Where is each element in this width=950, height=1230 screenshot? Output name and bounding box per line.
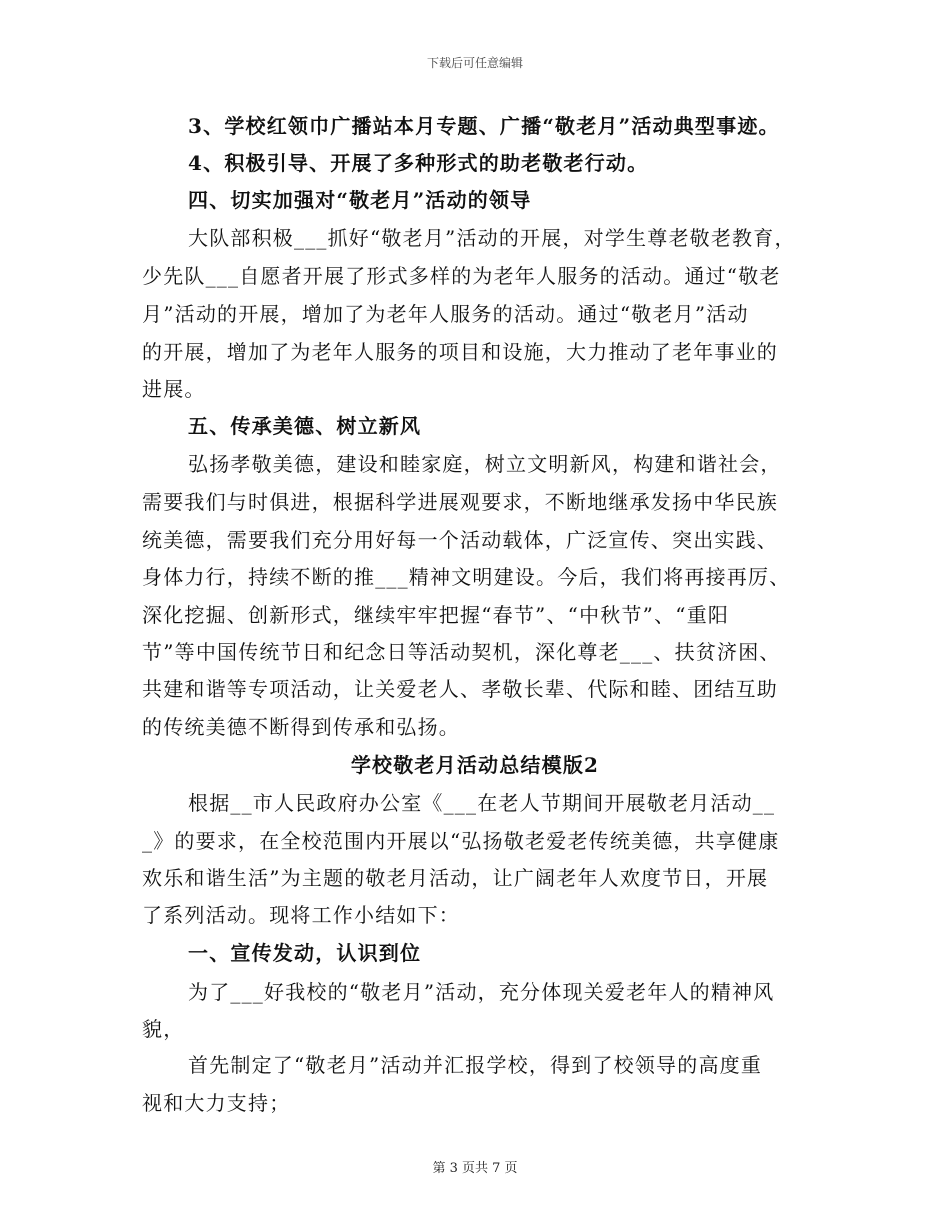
paragraph-line: 了系列活动。现将工作小结如下： [142, 903, 460, 927]
list-item-3: 3、学校红领巾广播站本月专题、广播“敬老月”活动典型事迹。 [188, 114, 780, 138]
paragraph-line: 身体力行，持续不断的推___精神文明建设。今后，我们将再接再厉、 [142, 565, 791, 589]
list-item-4: 4、积极引导、开展了多种形式的助老敬老行动。 [188, 151, 649, 175]
page-footer: 第 3 页共 7 页 [432, 1161, 518, 1176]
paragraph-line: 欢乐和谐生活”为主题的敬老月活动，让广阔老年人欢度节日，开展 [142, 866, 769, 890]
paragraph-line: 的传统美德不断得到传承和弘扬。 [142, 715, 460, 739]
paragraph-line: 的开展，增加了为老年人服务的项目和设施，大力推动了老年事业的 [142, 340, 778, 364]
paragraph-line: 弘扬孝敬美德，建设和睦家庭，树立文明新风，构建和谐社会， [188, 452, 782, 476]
paragraph-line: 统美德，需要我们充分用好每一个活动载体，广泛宣传、突出实践、 [142, 528, 778, 552]
paragraph-line: 根据__市人民政府办公室《___在老人节期间开展敬老月活动__ [188, 791, 776, 815]
paragraph-line: 大队部积极___抓好“敬老月”活动的开展，对学生尊老敬老教育， [188, 226, 796, 250]
paragraph-line: _》的要求，在全校范围内开展以“弘扬敬老爱老传统美德，共享健康 [142, 829, 780, 853]
paragraph-line: 月”活动的开展，增加了为老年人服务的活动。通过“敬老月”活动 [142, 302, 749, 326]
paragraph-line: 少先队___自愿者开展了形式多样的为老年人服务的活动。通过“敬老 [142, 264, 781, 288]
paragraph-line: 进展。 [142, 377, 206, 401]
section-heading-5: 五、传承美德、树立新风 [188, 414, 422, 438]
paragraph-line: 共建和谐等专项活动，让关爱老人、孝敬长辈、代际和睦、团结互助 [142, 677, 778, 701]
section-heading-1: 一、宣传发动，认识到位 [188, 941, 422, 965]
document-title: 学校敬老月活动总结模版2 [350, 753, 600, 777]
paragraph-line: 需要我们与时俱进，根据科学进展观要求，不断地继承发扬中华民族 [142, 490, 778, 514]
page-header: 下载后可任意编辑 [426, 56, 523, 70]
section-heading-4: 四、切实加强对“敬老月”活动的领导 [188, 188, 532, 212]
paragraph-line: 视和大力支持； [142, 1091, 291, 1115]
paragraph-line: 貌， [142, 1017, 185, 1041]
paragraph-line: 为了___好我校的“敬老月”活动，充分体现关爱老年人的精神风 [188, 980, 775, 1004]
paragraph-line: 节”等中国传统节日和纪念日等活动契机，深化尊老___、扶贫济困、 [142, 640, 781, 664]
paragraph-line: 深化挖掘、创新形式，继续牢牢把握“春节”、“中秋节”、“重阳 [142, 603, 730, 627]
paragraph-line: 首先制定了“敬老月”活动并汇报学校，得到了校领导的高度重 [188, 1053, 763, 1077]
